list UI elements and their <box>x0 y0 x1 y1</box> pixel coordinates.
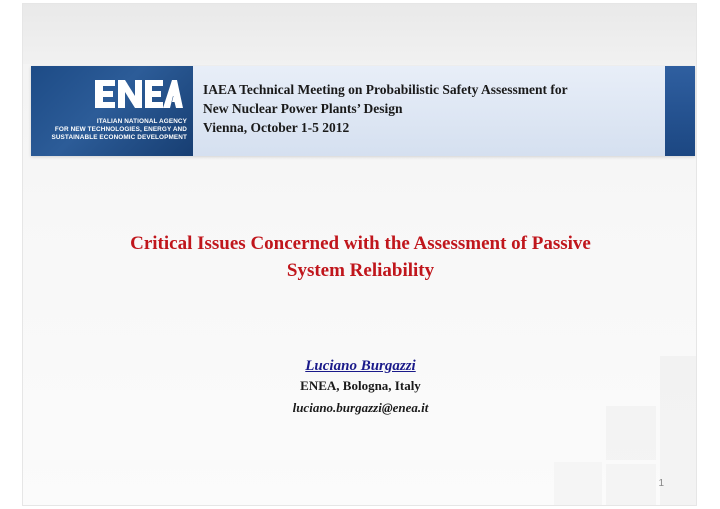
logo-tagline <box>37 118 187 143</box>
author-name: Luciano Burgazzi <box>305 358 416 374</box>
page-number: 1 <box>658 478 664 489</box>
header-accent-strip <box>665 66 695 156</box>
meeting-info <box>193 66 695 156</box>
author-email: luciano.burgazzi@enea.it <box>292 400 429 415</box>
header-bar <box>31 66 695 156</box>
meeting-location-date: Vienna, October 1-5 2012 <box>203 120 350 135</box>
top-band <box>23 4 696 64</box>
presentation-title <box>23 230 697 284</box>
meeting-title-line1: IAEA Technical Meeting on Probabilistic Safety Assessment for <box>203 82 568 97</box>
tagline-line: ITALIAN NATIONAL AGENCY <box>96 118 187 125</box>
enea-logo-icon <box>93 78 183 110</box>
decorative-tile <box>660 356 696 506</box>
meeting-title-line2: New Nuclear Power Plants’ Design <box>203 101 403 116</box>
enea-logo-panel <box>31 66 193 156</box>
decorative-tile <box>606 464 656 506</box>
title-line2: System Reliability <box>286 260 435 281</box>
tagline-line: FOR NEW TECHNOLOGIES, ENERGY AND <box>54 126 187 134</box>
author-affiliation: ENEA, Bologna, Italy <box>300 378 421 393</box>
slide <box>22 3 697 506</box>
tagline-line: SUSTAINABLE ECONOMIC DEVELOPMENT <box>51 134 187 142</box>
decorative-tile <box>606 406 656 460</box>
decorative-tile <box>554 462 602 506</box>
title-line1: Critical Issues Concerned with the Assessment of Passive <box>130 233 591 254</box>
